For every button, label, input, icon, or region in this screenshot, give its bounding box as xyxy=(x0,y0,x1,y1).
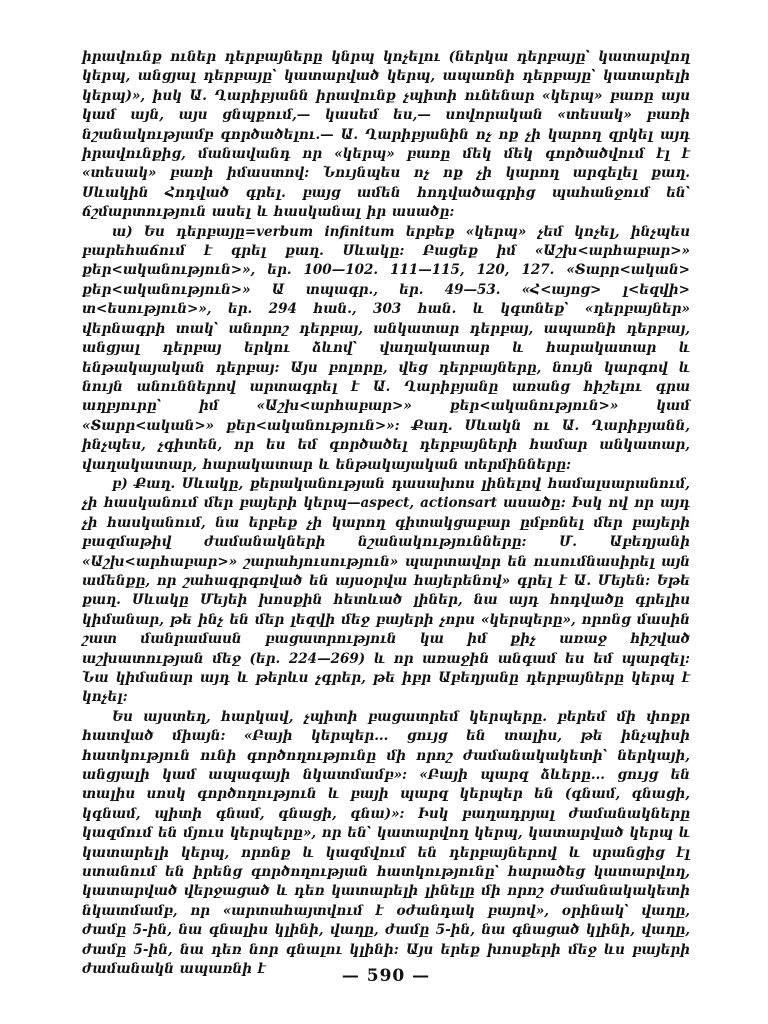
paragraph-point-b: բ) Քաղ. Սևակը, քերականության դասախոս լինելով համալսարանում, չի հասկանում մեր բայերի կերպ—aspect, actionsart ասածը: Իսկ ով որ այդ չի հասկանում, նա երբեք չի կարող գիտակցաբար ըմբռնել մեր բայերի բազմաթիվ ժամանակների նշանակությունները: Մ. Աբեղյանի «Աշխ<արհաբար>» շարահյուսություն» պարտավոր են ուսումնասիրել այն ամենքը, որ շահագրգռված են այսօրվա հայերենով» գրել է Ա. Մեյեն: Եթե քաղ. Սևակը Մեյեի խոսքին հետևած լիներ, նա այդ հոդվածը գրելիս կիմանար, թե ինչ են մեր լեզվի մեջ բայերի չորս «կերպերը», որոնց մասին շատ մանրամասն բացատրություն կա իմ քիչ առաջ հիշված աշխատության մեջ (եր. 224—269) և որ առաջին անգամ ես եմ պարզել: Նա կիմանար այդ և թերևս չգրեր, թե իբր Աբեղյանը դերբայները կերպ է կոչել: xyxy=(82,475,690,706)
paragraph-continuation: իրավունք ուներ դերբայները կնրպ կոչելու (ներկա դերբայը՝ կատարվող կերպ, անցյալ դերբայը՝ կատարված կերպ, ապառնի դերբայը՝ կատարելի կերպ)», իսկ Ա. Ղարիբյանն իրավունք չպիտի ունենար «կերպ» բառը այս կամ այն, այս ցնպքում,— կասեմ ես,— սովորական «տեսակ» բառի նշանակությամբ գործածելու.— Ա. Ղարիբյանին ոչ ոք չի կարող զրկել այդ իրավունքից, մանավանդ որ «կերպ» բառը մեկ մեկ գործածվում էլ է «տեսակ» բառի իմաստով: Նույնպես ոչ ոք չի կարող արգելել քաղ. Սևակին Հոդված գրել. բայց ամեն հոդվածագրից պահանջում են՝ ճշմարտություն ասել և հասկանալ իր ասածը: xyxy=(82,49,690,221)
paragraph-aspects: Ես այստեղ, հարկավ, չպիտի բացատրեմ կերպերը. բերեմ մի փոքր հատված միայն: «Բայի կերպեր... ցույց են տալիս, թե ինչպիսի հատկություն ունի գործողությունը մի որոշ ժամանակակետի՝ ներկայի, անցյալի կամ ապագայի նկատմամբ»: «Բայի պարզ ձևերը... ցույց են տալիս սոսկ գործողություն և բայի պարզ կերպեր են (գնամ, գնացի, կգնամ, պիտի գնամ, գնացի, գնա)»: Իսկ բաղադրյալ ժամանակները կազմում են մյուս կերպերը», որ են՝ կատարվող կերպ, կատարված կերպ և կատարելի կերպ, որոնք և կազմվում են դերբայներով և սրանցից էլ ստանում են իրենց գործողության հատկությունը՝ հարածեց կատարվող, կատարված վերջացած և դեռ կատարելի լինելը մի որոշ ժամանակակետի նկատմամբ, որ «արտահայտվում է օժանդակ բայով», օրինակ՝ վաղը, ժամը 5-ին, նա գնալիս կլինի, վաղը, ժամը 5-ին, նա գնացած կլինի, վաղը, ժամը 5-ին, նա դեռ նոր գնալու կլինի: Այս երեք խոսքերի մեջ ևս բայերի ժամանակն ապառնի է xyxy=(82,708,690,978)
paragraph-point-a: ա) Ես դերբայը=verbum infinitum երբեք «կերպ» չեմ կոչել, ինչպես բարեհաճում է գրել քաղ. Սևակը: Բացեք իմ «Աշխ<արհաբար>» քեր<ականություն>», եր. 100—102. 111—115, 120, 127. «Տարր<ական> քեր<ականություն>» Ա տպագր., եր. 49—53. «Հ<այոց> լ<եզվի> տ<եսություն>», եր. 294 հան., 303 հան. և կգտնեք՝ «դերբայներ» վերնագրի տակ՝ անորոշ դերբայ, անկատար դերբայ, ապառնի դերբայ, անցյալ դերբայ երկու ձևով՝ վաղակատար և հարակատար և ենթակայական դերբայ: Այս բոլորը, վեց դերբայները, նույն կարգով և նույն անուններով արտագրել է Ա. Ղարիբյանը առանց հիշելու գրա աղբյուրը՝ իմ «Աշխ<արհաբար>» քեր<ականություն>» կամ «Տարր<ական>» քեր<ականություն>»: Քաղ. Սևակն ու Ա. Ղարիբյանն, ինչպես, չգիտեն, որ ես եմ գործածել դերբայների համար անկատար, վաղակատար, հարակատար և ենթակայական տերմինները: xyxy=(82,223,690,473)
body-text xyxy=(82,48,690,980)
page-number: — 590 — xyxy=(341,966,431,986)
document-page xyxy=(82,48,690,1008)
